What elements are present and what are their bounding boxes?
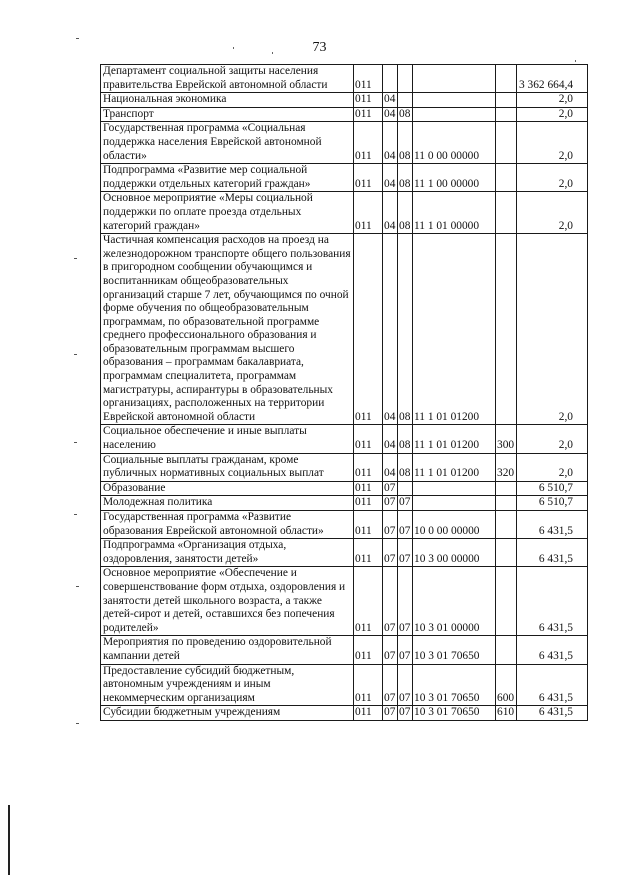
- row-expense-type: [496, 164, 517, 192]
- row-grbs-code: 011: [354, 511, 383, 539]
- scan-speck: [76, 586, 79, 587]
- row-name: Транспорт: [101, 107, 354, 122]
- row-amount: 2,0: [517, 425, 588, 453]
- row-subsection-code: [398, 93, 413, 108]
- row-subsection-code: 08: [398, 453, 413, 481]
- row-target-article: 10 3 01 70650: [413, 664, 496, 706]
- table-row: [101, 164, 588, 192]
- table-row: [101, 425, 588, 453]
- row-section-code: 07: [383, 481, 398, 496]
- row-section-code: 04: [383, 192, 398, 234]
- row-expense-type: [496, 234, 517, 425]
- row-section-code: 07: [383, 706, 398, 721]
- row-name: Государственная программа «Развитие образования Еврейской автономной области»: [101, 511, 354, 539]
- row-amount: 2,0: [517, 93, 588, 108]
- row-amount: 6 431,5: [517, 539, 588, 567]
- table-row: [101, 65, 588, 93]
- scan-speck: [74, 258, 77, 259]
- row-expense-type: [496, 107, 517, 122]
- row-expense-type: 600: [496, 664, 517, 706]
- row-name: Основное мероприятие «Меры социальной поддержки по оплате проезда отдельных категорий граждан»: [101, 192, 354, 234]
- row-grbs-code: 011: [354, 234, 383, 425]
- row-grbs-code: 011: [354, 664, 383, 706]
- page-number: 73: [312, 40, 327, 55]
- row-subsection-code: 07: [398, 664, 413, 706]
- row-expense-type: 610: [496, 706, 517, 721]
- row-subsection-code: 07: [398, 636, 413, 664]
- row-amount: 6 431,5: [517, 706, 588, 721]
- row-target-article: 10 3 00 00000: [413, 539, 496, 567]
- table-row: [101, 234, 588, 425]
- row-amount: 2,0: [517, 107, 588, 122]
- row-target-article: 11 1 01 01200: [413, 234, 496, 425]
- row-subsection-code: 07: [398, 539, 413, 567]
- row-subsection-code: 08: [398, 425, 413, 453]
- row-section-code: 07: [383, 539, 398, 567]
- row-grbs-code: 011: [354, 107, 383, 122]
- row-section-code: 04: [383, 122, 398, 164]
- row-section-code: 07: [383, 511, 398, 539]
- table-row: [101, 539, 588, 567]
- row-name: Департамент социальной защиты населения правительства Еврейской автономной области: [101, 65, 354, 93]
- table-row: [101, 192, 588, 234]
- row-target-article: [413, 496, 496, 511]
- row-name: Подпрограмма «Организация отдыха, оздоровления, занятости детей»: [101, 539, 354, 567]
- table-row: [101, 496, 588, 511]
- scan-speck: [74, 442, 77, 443]
- row-expense-type: [496, 122, 517, 164]
- table-row: [101, 122, 588, 164]
- row-target-article: 11 0 00 00000: [413, 122, 496, 164]
- row-grbs-code: 011: [354, 567, 383, 636]
- row-expense-type: [496, 636, 517, 664]
- binding-edge: [8, 805, 10, 875]
- row-expense-type: [496, 192, 517, 234]
- row-amount: 6 431,5: [517, 567, 588, 636]
- row-target-article: [413, 93, 496, 108]
- row-expense-type: [496, 567, 517, 636]
- row-section-code: 04: [383, 164, 398, 192]
- row-section-code: 04: [383, 425, 398, 453]
- row-name: Молодежная политика: [101, 496, 354, 511]
- row-section-code: 04: [383, 234, 398, 425]
- table-row: [101, 706, 588, 721]
- row-amount: 6 431,5: [517, 511, 588, 539]
- row-subsection-code: [398, 481, 413, 496]
- row-section-code: 07: [383, 664, 398, 706]
- row-grbs-code: 011: [354, 453, 383, 481]
- row-grbs-code: 011: [354, 122, 383, 164]
- row-subsection-code: 07: [398, 706, 413, 721]
- row-grbs-code: 011: [354, 93, 383, 108]
- row-subsection-code: 07: [398, 511, 413, 539]
- row-expense-type: [496, 481, 517, 496]
- row-target-article: 11 1 01 01200: [413, 453, 496, 481]
- row-section-code: 04: [383, 453, 398, 481]
- table-row: [101, 107, 588, 122]
- row-expense-type: [496, 93, 517, 108]
- row-amount: 2,0: [517, 192, 588, 234]
- row-subsection-code: 08: [398, 192, 413, 234]
- row-section-code: 07: [383, 567, 398, 636]
- row-name: Частичная компенсация расходов на проезд на железнодорожном транспорте общего пользования в пригородном сообщении обучающимся и воспитанникам общеобразовательных организаций старше 7 лет, обучающимся по очной форме обучения по общеобразовательным программам, по образовательной программе среднего профессионального образования и образовательным программам высшего образования – программам бакалавриата, программам специалитета, программам магистратуры, аспирантуры в образовательных организациях, расположенных на территории Еврейской автономной области: [101, 234, 354, 425]
- table-row: [101, 511, 588, 539]
- row-amount: 2,0: [517, 122, 588, 164]
- row-subsection-code: 08: [398, 122, 413, 164]
- row-name: Социальное обеспечение и иные выплаты населению: [101, 425, 354, 453]
- row-name: Основное мероприятие «Обеспечение и совершенствование форм отдыха, оздоровления и занятости детей школьного возраста, а также детей-сирот и детей, оставшихся без попечения родителей»: [101, 567, 354, 636]
- row-target-article: [413, 481, 496, 496]
- row-grbs-code: 011: [354, 65, 383, 93]
- row-section-code: [383, 65, 398, 93]
- row-name: Социальные выплаты гражданам, кроме публичных нормативных социальных выплат: [101, 453, 354, 481]
- scan-speck: [233, 47, 234, 49]
- row-grbs-code: 011: [354, 425, 383, 453]
- scan-speck: [74, 514, 77, 515]
- row-grbs-code: 011: [354, 496, 383, 511]
- row-subsection-code: [398, 65, 413, 93]
- row-subsection-code: 07: [398, 567, 413, 636]
- row-name: Мероприятия по проведению оздоровительной кампании детей: [101, 636, 354, 664]
- table-row: [101, 567, 588, 636]
- row-name: Национальная экономика: [101, 93, 354, 108]
- table-row: [101, 481, 588, 496]
- row-subsection-code: 08: [398, 107, 413, 122]
- row-name: Образование: [101, 481, 354, 496]
- row-amount: 2,0: [517, 453, 588, 481]
- row-grbs-code: 011: [354, 164, 383, 192]
- row-target-article: 11 1 01 01200: [413, 425, 496, 453]
- row-section-code: 07: [383, 496, 398, 511]
- row-subsection-code: 08: [398, 164, 413, 192]
- row-target-article: 10 3 01 70650: [413, 636, 496, 664]
- row-target-article: [413, 107, 496, 122]
- row-expense-type: [496, 511, 517, 539]
- row-grbs-code: 011: [354, 636, 383, 664]
- row-section-code: 07: [383, 636, 398, 664]
- table-row: [101, 453, 588, 481]
- budget-table: [100, 64, 588, 721]
- scan-speck: [74, 354, 77, 355]
- row-name: Государственная программа «Социальная поддержка населения Еврейской автономной области»: [101, 122, 354, 164]
- row-amount: 6 431,5: [517, 664, 588, 706]
- row-grbs-code: 011: [354, 706, 383, 721]
- row-name: Субсидии бюджетным учреждениям: [101, 706, 354, 721]
- row-expense-type: [496, 539, 517, 567]
- row-expense-type: 320: [496, 453, 517, 481]
- row-target-article: 10 3 01 00000: [413, 567, 496, 636]
- row-grbs-code: 011: [354, 539, 383, 567]
- row-target-article: 11 1 01 00000: [413, 192, 496, 234]
- row-amount: 2,0: [517, 164, 588, 192]
- row-name: Предоставление субсидий бюджетным, автономным учреждениям и иным некоммерческим организациям: [101, 664, 354, 706]
- row-expense-type: [496, 65, 517, 93]
- row-target-article: 10 3 01 70650: [413, 706, 496, 721]
- row-amount: 3 362 664,4: [517, 65, 588, 93]
- scan-speck: [575, 60, 576, 62]
- row-amount: 6 510,7: [517, 496, 588, 511]
- row-target-article: [413, 65, 496, 93]
- row-expense-type: 300: [496, 425, 517, 453]
- row-subsection-code: 07: [398, 496, 413, 511]
- row-amount: 6 510,7: [517, 481, 588, 496]
- row-subsection-code: 08: [398, 234, 413, 425]
- table-row: [101, 664, 588, 706]
- row-target-article: 10 0 00 00000: [413, 511, 496, 539]
- row-section-code: 04: [383, 107, 398, 122]
- row-target-article: 11 1 00 00000: [413, 164, 496, 192]
- row-section-code: 04: [383, 93, 398, 108]
- row-grbs-code: 011: [354, 481, 383, 496]
- scan-speck: [76, 723, 79, 724]
- row-amount: 2,0: [517, 234, 588, 425]
- row-expense-type: [496, 496, 517, 511]
- table-row: [101, 93, 588, 108]
- row-grbs-code: 011: [354, 192, 383, 234]
- scan-speck: [272, 52, 273, 54]
- table-row: [101, 636, 588, 664]
- scan-speck: [76, 38, 79, 39]
- row-amount: 6 431,5: [517, 636, 588, 664]
- row-name: Подпрограмма «Развитие мер социальной поддержки отдельных категорий граждан»: [101, 164, 354, 192]
